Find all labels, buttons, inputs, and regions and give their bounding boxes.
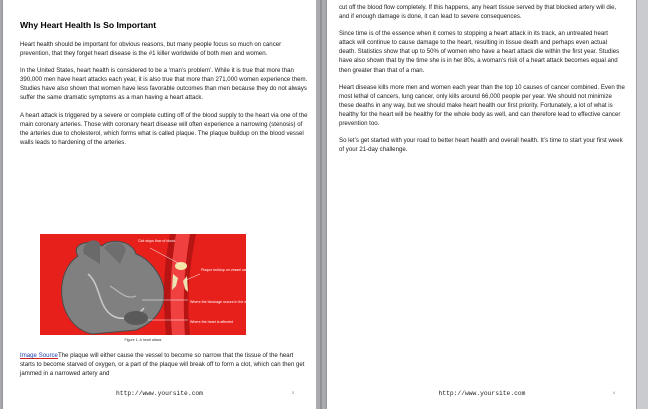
document-page-left: [3, 0, 316, 409]
page-footer-url: http://www.yoursite.com: [438, 390, 526, 397]
paragraph-text: The plaque will either cause the vessel to become so narrow that the tissue of the heart starts to become starved of oxygen, or a part of the plaque will break off to form a clot, which can then get jammed in a narrowed artery and: [20, 352, 305, 378]
document-title: Why Heart Health Is So Important: [20, 20, 157, 30]
paragraph: Since time is of the essence when it comes to stopping a heart attack in its track, an untreated heart attack will continue to cause damage to the heart, resulting in tissue death and perhaps even actual death. Statistics show that up to 50% of women who have a heart attack die within the first year. Studies have also shown that by the time she is in her 80s, a woman’s risk of a heart attack becomes equal and then greater than that of a man.: [339, 30, 620, 74]
label-plaque: Plaque buildup on vessel walls: [201, 268, 250, 272]
page-number: 4: [612, 390, 615, 395]
affected-area: [124, 311, 148, 325]
label-affected: Where the heart is affected: [190, 320, 234, 324]
page-footer-url: http://www.yoursite.com: [116, 390, 203, 397]
paragraph: Heart health should be important for obvious reasons, but many people focus so much on cancer prevention, that they forget heart disease is the #1 killer worldwide of both men and women.: [20, 41, 282, 58]
paragraph: cut off the blood flow completely. If this happens, any heart tissue served by that blocked artery will die, and if enough damage is done, it can lead to severe consequences.: [339, 4, 617, 21]
paragraph: So let’s get started with your road to better heart health and overall health. It’s time to start your first week of your 21-day challenge.: [339, 137, 623, 154]
paragraph: A heart attack is triggered by a severe or complete cutting off of the blood supply to the heart via one of the main coronary arteries. Those with coronary heart disease will often experience a narrowing (stenosis) of the arteries due to cholesterol, which forms what is called plaque. The plaque buildup on the blood vessel walls leads to hardening of the arteries.: [20, 111, 308, 146]
heart-attack-figure: [40, 234, 254, 342]
paragraph-continued: [20, 351, 308, 386]
paragraph: In the United States, heart health is considered to be a ‘man’s problem’. While it is true that more than 390,000 men have heart attacks each year, it is also true that more than 271,000 women experience them. Studies have also shown that women have less favorable outcomes than men because they do not always suffer the same dramatic symptoms as a man having a heart attack.: [20, 67, 308, 102]
document-page-right: [327, 0, 637, 409]
clot-shape: [175, 262, 187, 270]
image-source-link[interactable]: Image Source: [20, 352, 58, 359]
figure-caption: Figure 1. A heart attack: [124, 338, 162, 342]
heart-illustration: [40, 234, 254, 335]
page-number: 3: [291, 390, 294, 395]
page-content: [20, 20, 308, 155]
paragraph: Heart disease kills more men and women each year than the top 10 causes of cancer combined. Even the most lethal of cancers, lung cancer, only kills around 66,000 people per year. We should not minimize these deaths in any way, but we should make heart health our first priority. Fortunately, a lot of what is healthy for the heart will be healthy for the whole body as well, and can therefore lead to effective cancer prevention too.: [339, 83, 625, 128]
label-clot: Clot stops flow of blood: [138, 239, 176, 243]
label-blockage: Where the blockage occurs in the artery: [190, 300, 254, 304]
page-gutter: [316, 0, 327, 409]
page-content: [339, 3, 625, 162]
vertical-scrollbar[interactable]: [636, 0, 648, 409]
